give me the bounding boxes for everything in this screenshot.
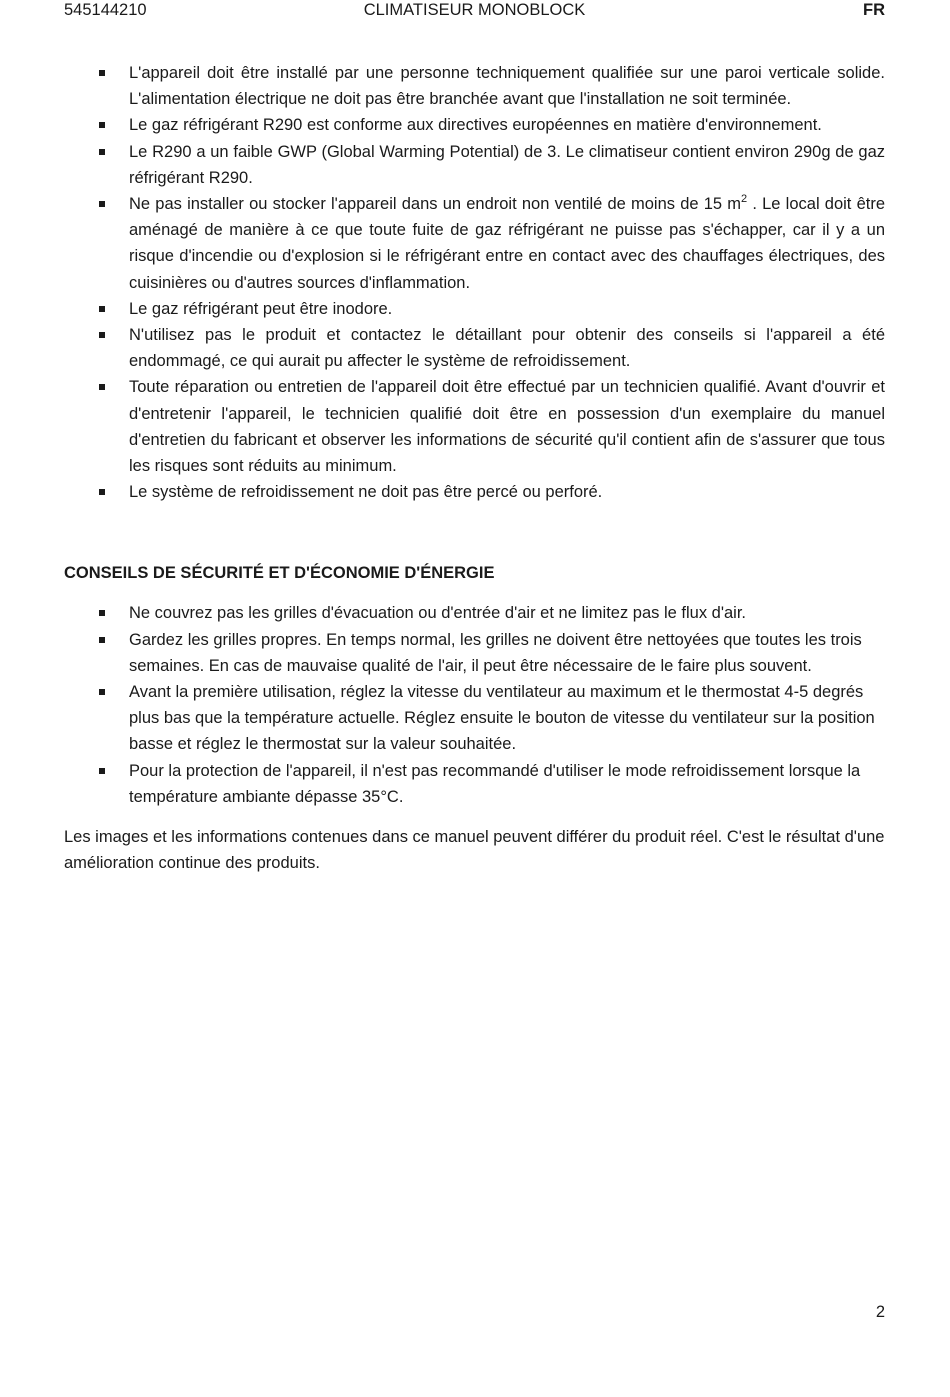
square-bullet-icon <box>99 122 105 128</box>
square-bullet-icon <box>99 610 105 616</box>
list-item-text: L'appareil doit être installé par une personne techniquement qualifiée sur une paroi verticale solide. L'alimentation électrique ne doit pas être branchée avant que l'installation ne soit terminée. <box>129 64 885 109</box>
square-bullet-icon <box>99 306 105 312</box>
text-segment: . Le local doit être aménagé de manière à ce que toute fuite de gaz réfrigérant ne puisse pas s'échapper, car il y a un risque d'incendie ou d'explosion si le réfrigérant entre en contact avec des chauffages électriques, des cuisinières ou d'autres sources d'inflammation. <box>129 195 886 292</box>
closing-note: Les images et les informations contenues dans ce manuel peuvent différer du produit réel. C'est le résultat d'une amélioration continue des produits. <box>64 828 885 873</box>
page-content <box>64 60 885 876</box>
square-bullet-icon <box>99 70 105 76</box>
section-title: CONSEILS DE SÉCURITÉ ET D'ÉCONOMIE D'ÉNERGIE <box>64 564 495 583</box>
list-item <box>64 296 885 322</box>
list-item <box>64 374 885 479</box>
list-item <box>64 60 885 112</box>
list-item <box>64 758 885 810</box>
list-item <box>64 191 885 296</box>
list-item-text: Le gaz réfrigérant peut être inodore. <box>129 299 393 318</box>
list-item-text: Le système de refroidissement ne doit pas être percé ou perforé. <box>129 483 603 502</box>
list-item <box>64 627 885 679</box>
square-bullet-icon <box>99 149 105 155</box>
superscript: 2 <box>741 192 748 205</box>
doc-title: CLIMATISEUR MONOBLOCK <box>363 1 586 19</box>
list-item <box>64 322 885 374</box>
list-item-text <box>129 192 886 292</box>
list-item <box>64 679 885 758</box>
list-item <box>64 600 885 626</box>
list-item-text: Le gaz réfrigérant R290 est conforme aux directives européennes en matière d'environnement. <box>129 116 822 135</box>
list-item-text: N'utilisez pas le produit et contactez le détaillant pour obtenir des conseils si l'appareil a été endommagé, ce qui aurait pu affecter le système de refroidissement. <box>129 326 885 371</box>
square-bullet-icon <box>99 637 105 643</box>
list-item-text: Toute réparation ou entretien de l'appareil doit être effectué par un technicien qualifié. Avant d'ouvrir et d'entretenir l'appareil, le technicien qualifié doit être en possession d'un exemplaire du manuel d'entretien du fabricant et observer les informations de sécurité qu'il contient afin de s'assurer que tous les risques sont réduits au minimum. <box>129 378 885 476</box>
safety-list <box>64 60 885 505</box>
energy-tips-list <box>64 600 885 810</box>
list-item-text: Pour la protection de l'appareil, il n'est pas recommandé d'utiliser le mode refroidissement lorsque la température ambiante dépasse 35°C. <box>129 761 861 806</box>
list-item-text: Le R290 a un faible GWP (Global Warming Potential) de 3. Le climatiseur contient environ 290g de gaz réfrigérant R290. <box>129 142 885 187</box>
language-code: FR <box>863 1 885 19</box>
list-item <box>64 112 885 138</box>
square-bullet-icon <box>99 384 105 390</box>
list-item-text: Gardez les grilles propres. En temps normal, les grilles ne doivent être nettoyées que toutes les trois semaines. En cas de mauvaise qualité de l'air, il peut être nécessaire de le faire plus souvent. <box>129 630 862 675</box>
page-number: 2 <box>875 1303 885 1321</box>
list-item <box>64 479 885 505</box>
square-bullet-icon <box>99 201 105 207</box>
page-header <box>64 0 885 22</box>
doc-number: 545144210 <box>64 1 147 19</box>
text-segment: Ne pas installer ou stocker l'appareil dans un endroit non ventilé de moins de 15 m <box>129 195 742 214</box>
list-item-text: Ne couvrez pas les grilles d'évacuation ou d'entrée d'air et ne limitez pas le flux d'air. <box>129 604 747 623</box>
square-bullet-icon <box>99 768 105 774</box>
square-bullet-icon <box>99 332 105 338</box>
list-item-text: Avant la première utilisation, réglez la vitesse du ventilateur au maximum et le thermostat 4-5 degrés plus bas que la température actuelle. Réglez ensuite le bouton de vitesse du ventilateur sur la position basse et réglez le thermostat sur la valeur souhaitée. <box>129 683 875 754</box>
square-bullet-icon <box>99 489 105 495</box>
square-bullet-icon <box>99 689 105 695</box>
list-item <box>64 139 885 191</box>
